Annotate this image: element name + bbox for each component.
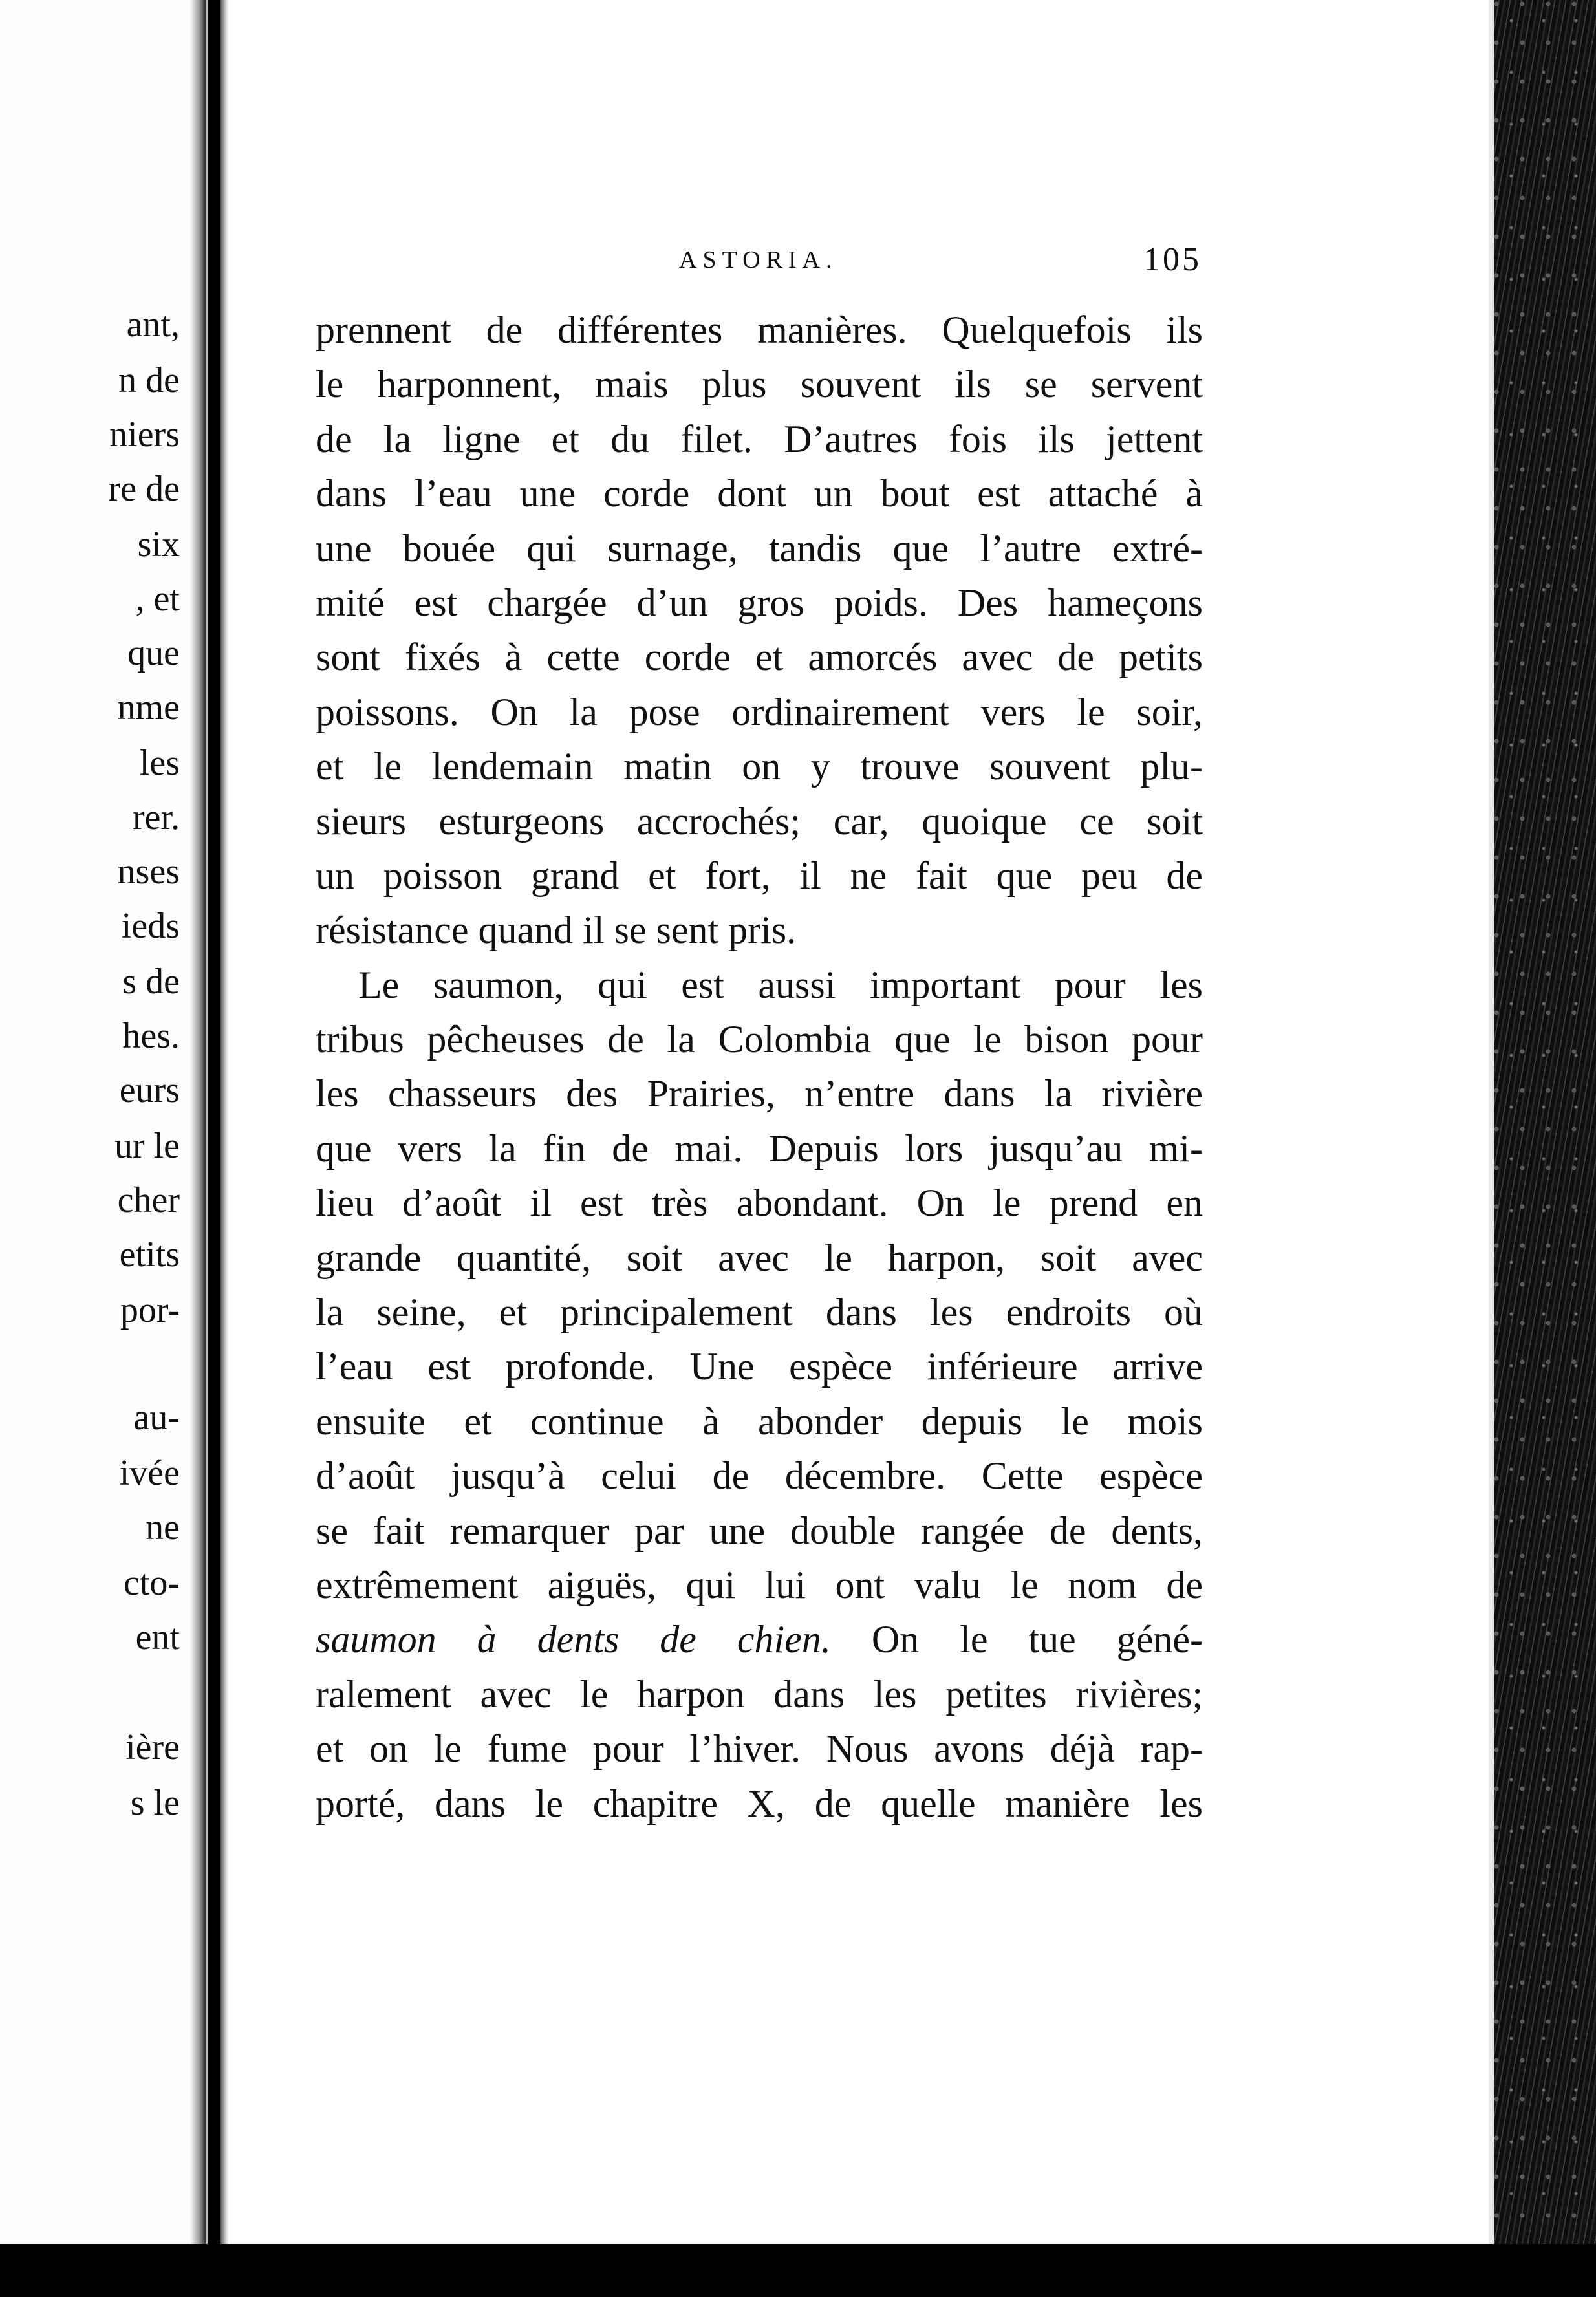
text-line: se fait remarquer par une double rangée de dents, bbox=[316, 1509, 1203, 1552]
left-fragment: , et bbox=[135, 579, 180, 619]
left-fragment: s le bbox=[130, 1783, 180, 1823]
left-fragment: ivée bbox=[119, 1453, 180, 1493]
left-fragment: ière bbox=[125, 1727, 180, 1767]
text-line: et le lendemain matin on y trouve souvent plu- bbox=[316, 745, 1203, 788]
text-line: ensuite et continue à abonder depuis le mois bbox=[316, 1399, 1203, 1443]
marbled-book-edge bbox=[1489, 0, 1596, 2244]
text-line: sieurs esturgeons accrochés; car, quoique ce soit bbox=[316, 799, 1203, 843]
left-fragment: hes. bbox=[122, 1016, 180, 1056]
text-line: l’eau est profonde. Une espèce inférieure arrive bbox=[316, 1345, 1203, 1388]
left-fragment: por- bbox=[120, 1290, 180, 1330]
text-line: d’août jusqu’à celui de décembre. Cette espèce bbox=[316, 1454, 1203, 1498]
left-fragment: que bbox=[127, 633, 180, 673]
text-line: de la ligne et du filet. D’autres fois ils jettent bbox=[316, 417, 1203, 460]
text-line-mixed bbox=[316, 1612, 1203, 1666]
text-line: grande quantité, soit avec le harpon, soit avec bbox=[316, 1236, 1203, 1279]
running-header bbox=[220, 241, 1489, 285]
text-run: On le tue géné- bbox=[871, 1618, 1203, 1661]
left-fragment: rer. bbox=[132, 797, 180, 837]
text-line: résistance quand il se sent pris. bbox=[316, 909, 797, 952]
text-line: une bouée qui surnage, tandis que l’autre extré- bbox=[316, 526, 1203, 570]
facing-page-left bbox=[0, 0, 208, 2244]
running-title: ASTORIA. bbox=[679, 246, 838, 274]
scan-background bbox=[0, 2244, 1596, 2297]
left-fragment: n de bbox=[118, 360, 180, 400]
text-line: sont fixés à cette corde et amorcés avec de petits bbox=[316, 636, 1203, 679]
left-fragment: ieds bbox=[121, 906, 180, 946]
left-fragment: niers bbox=[109, 415, 180, 455]
text-line: que vers la fin de mai. Depuis lors jusqu’au mi- bbox=[316, 1127, 1203, 1170]
text-line: prennent de différentes manières. Quelquefois ils bbox=[316, 308, 1203, 351]
page-edge-strip bbox=[1489, 0, 1494, 2244]
text-line: ralement avec le harpon dans les petites rivières; bbox=[316, 1672, 1203, 1716]
left-fragment: eurs bbox=[119, 1070, 180, 1110]
page-number: 105 bbox=[1143, 241, 1202, 278]
left-fragment: nses bbox=[117, 852, 180, 892]
text-line: lieu d’août il est très abondant. On le prend en bbox=[316, 1181, 1203, 1225]
left-fragment: etits bbox=[119, 1235, 180, 1275]
left-fragment: six bbox=[137, 524, 180, 565]
book-page bbox=[220, 0, 1489, 2244]
text-line: un poisson grand et fort, il ne fait que peu de bbox=[316, 854, 1203, 897]
text-line: et on le fume pour l’hiver. Nous avons déjà rap- bbox=[316, 1727, 1203, 1771]
left-fragment: ur le bbox=[114, 1126, 180, 1166]
text-line: les chasseurs des Prairies, n’entre dans la rivière bbox=[316, 1072, 1203, 1116]
left-fragment: ant, bbox=[126, 305, 180, 345]
left-fragment: cher bbox=[117, 1180, 180, 1220]
text-line: porté, dans le chapitre X, de quelle manière les bbox=[316, 1782, 1203, 1825]
text-line: le harponnent, mais plus souvent ils se servent bbox=[316, 363, 1203, 406]
text-line: dans l’eau une corde dont un bout est attaché à bbox=[316, 472, 1203, 515]
gutter-shadow bbox=[190, 0, 206, 2244]
left-fragment: re de bbox=[108, 469, 180, 509]
text-line: extrêmement aiguës, qui lui ont valu le nom de bbox=[316, 1563, 1203, 1606]
left-fragment: nme bbox=[117, 687, 180, 728]
italic-phrase: saumon à dents de chien. bbox=[316, 1618, 831, 1661]
left-fragment: au- bbox=[133, 1397, 180, 1438]
left-fragment: cto- bbox=[123, 1563, 180, 1603]
left-fragment: les bbox=[139, 743, 180, 783]
left-fragment: s de bbox=[122, 962, 180, 1002]
left-fragment: ent bbox=[135, 1617, 180, 1657]
text-line: la seine, et principalement dans les endroits où bbox=[316, 1291, 1203, 1334]
left-fragment: ne bbox=[146, 1507, 180, 1548]
text-line: tribus pêcheuses de la Colombia que le bison pour bbox=[316, 1018, 1203, 1061]
paragraph-start-line: Le saumon, qui est aussi important pour les bbox=[358, 963, 1203, 1006]
text-line: poissons. On la pose ordinairement vers le soir, bbox=[316, 690, 1203, 733]
text-line: mité est chargée d’un gros poids. Des hameçons bbox=[316, 581, 1203, 624]
body-text bbox=[316, 303, 1203, 1831]
